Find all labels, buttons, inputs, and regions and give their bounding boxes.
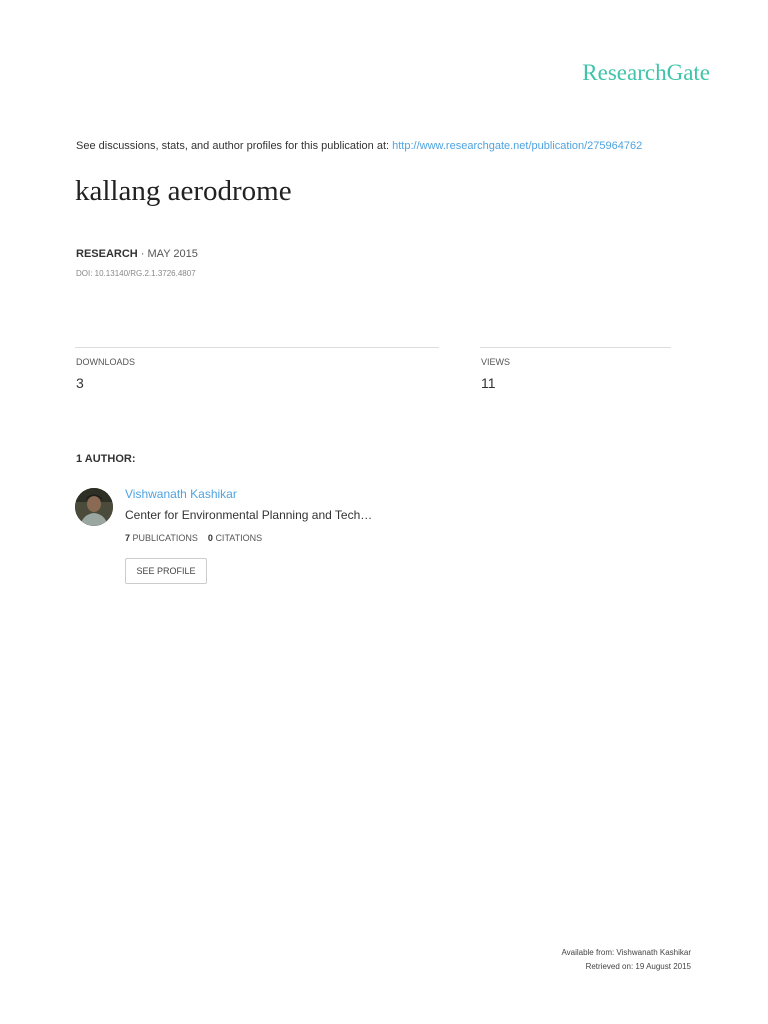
discussion-line: [76, 140, 642, 152]
publication-doi: DOI: 10.13140/RG.2.1.3726.4807: [76, 269, 196, 278]
available-from: Available from: Vishwanath Kashikar: [561, 948, 691, 957]
publication-meta: [76, 248, 198, 260]
discussion-text: See discussions, stats, and author profiles for this publication at:: [76, 140, 390, 152]
author-affiliation: Center for Environmental Planning and Tech…: [125, 508, 373, 522]
downloads-divider: [75, 347, 439, 348]
retrieved-on: Retrieved on: 19 August 2015: [585, 962, 691, 971]
author-avatar[interactable]: [75, 488, 113, 526]
author-name-link[interactable]: Vishwanath Kashikar: [125, 487, 237, 501]
researchgate-logo[interactable]: ResearchGate: [582, 60, 710, 85]
citations-count: 0: [207, 533, 213, 543]
downloads-label: DOWNLOADS: [76, 357, 136, 367]
author-counts: [125, 533, 262, 543]
views-label: VIEWS: [481, 357, 511, 367]
author-photo-icon: [75, 488, 113, 526]
see-profile-button[interactable]: SEE PROFILE: [125, 558, 207, 584]
publications-count: 7: [125, 533, 131, 543]
publication-title: kallang aerodrome: [75, 175, 292, 207]
footer-info: [561, 946, 691, 974]
citations-label: CITATIONS: [215, 533, 263, 543]
authors-heading: 1 AUTHOR:: [76, 453, 136, 465]
publication-link[interactable]: http://www.researchgate.net/publication/275964762: [392, 140, 643, 152]
views-value: 11: [481, 375, 496, 391]
views-divider: [480, 347, 671, 348]
publication-type: RESEARCH: [76, 248, 138, 260]
publication-date: · MAY 2015: [137, 248, 198, 260]
downloads-value: 3: [76, 375, 84, 391]
publications-label: PUBLICATIONS: [132, 533, 198, 543]
